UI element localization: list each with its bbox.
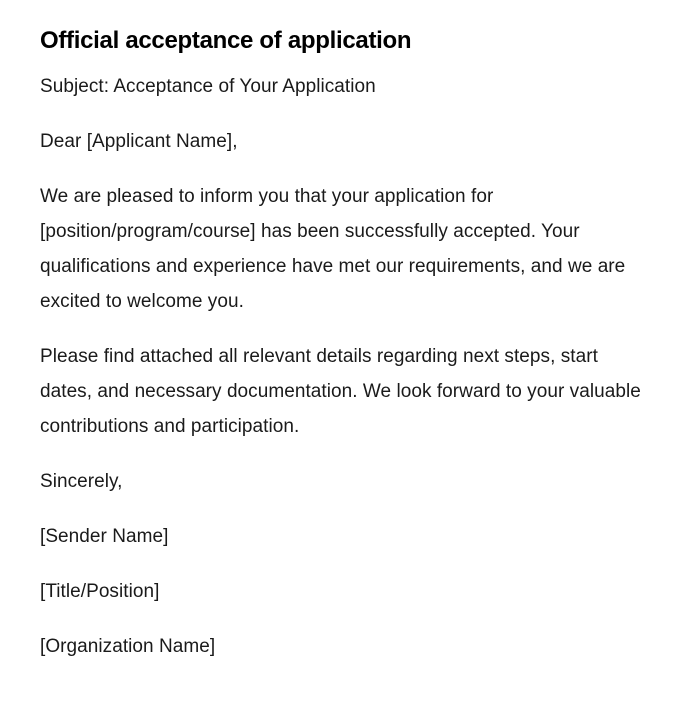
salutation: Dear [Applicant Name],: [40, 131, 238, 152]
organization-name: [Organization Name]: [40, 636, 216, 657]
letter-document: [40, 24, 650, 684]
body-paragraph-2: Please find attached all relevant details regarding next steps, start dates, and necessary documentation. We look forward to your valuable contributions and participation.: [40, 346, 641, 437]
closing: Sincerely,: [40, 471, 123, 492]
sender-name: [Sender Name]: [40, 526, 169, 547]
sender-title: [Title/Position]: [40, 581, 160, 602]
body-paragraph-1: We are pleased to inform you that your application for [position/program/course] has been successfully accepted. Your qualifications and experience have met our requirements, and we are excited to welcome you.: [40, 186, 626, 312]
subject-line: Subject: Acceptance of Your Application: [40, 76, 376, 97]
document-title: Official acceptance of application: [40, 27, 412, 54]
